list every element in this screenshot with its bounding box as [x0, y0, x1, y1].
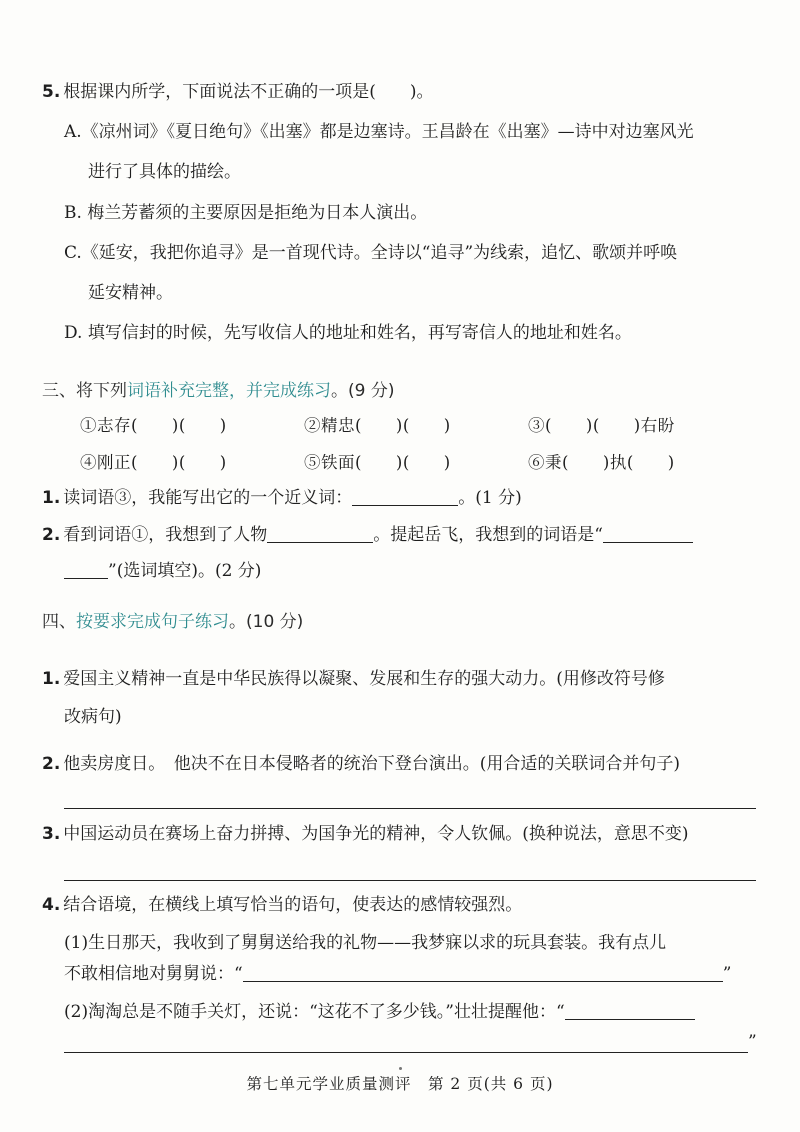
idiom-6: ⑥秉( )执( ): [528, 453, 675, 472]
section4-q1-line1: [42, 667, 665, 691]
section4-q4-number: 4.: [42, 895, 61, 915]
idiom-3: ③( )( )右盼: [528, 416, 675, 435]
answer-blank-synonym[interactable]: [352, 487, 458, 506]
q5-option-d: D. 填写信封的时候，先写收信人的地址和姓名，再写寄信人的地址和姓名。: [64, 323, 632, 343]
answer-line-q4-2[interactable]: [64, 1052, 748, 1053]
idiom-2: ②精忠( )( ): [304, 416, 451, 435]
section4-q2-text: 他卖房度日。 他决不在日本侵略者的统治下登台演出。(用合适的关联词合并句子): [63, 754, 681, 774]
q5-option-a-line1: A.《凉州词》《夏日绝句》《出塞》都是边塞诗。王昌龄在《出塞》—诗中对边塞风光: [64, 122, 694, 142]
section3-q1-text: 读词语③，我能写出它的一个近义词：: [63, 488, 353, 508]
section4-q1-line2: 改病句): [64, 707, 122, 727]
q5-option-a-line2: 进行了具体的描绘。: [88, 162, 241, 182]
section3-q1: [42, 486, 522, 510]
answer-blank-word[interactable]: [603, 524, 693, 543]
section4-q4-text: 结合语境，在横线上填写恰当的语句，使表达的感情较强烈。: [63, 895, 523, 915]
section3-score: 。(9 分): [331, 381, 395, 401]
answer-line-q2[interactable]: [64, 808, 756, 809]
section3-q1-end: 。(1 分): [458, 488, 522, 508]
section3-heading: [42, 379, 394, 403]
answer-line-q3[interactable]: [64, 880, 756, 881]
section3-highlight: 词语补充完整，并完成练习: [127, 381, 331, 401]
section4-q1-text: 爱国主义精神一直是中华民族得以凝聚、发展和生存的强大动力。(用修改符号修: [63, 669, 665, 689]
q5-stem: [42, 80, 434, 104]
section4-q2-number: 2.: [42, 754, 61, 774]
section4-q3: [42, 822, 689, 846]
section3-q2-number: 2.: [42, 525, 61, 545]
section4-q3-number: 3.: [42, 824, 61, 844]
section3-q2-text-b: 。提起岳飞，我想到的词语是“: [373, 525, 603, 545]
section4-q4-1-close: ”: [722, 964, 732, 984]
section4-q3-text: 中国运动员在赛场上奋力拼搏、为国争光的精神，令人钦佩。(换种说法，意思不变): [63, 824, 689, 844]
q5-option-c-line2: 延安精神。: [88, 283, 173, 303]
section4-q1-number: 1.: [42, 669, 61, 689]
q5-option-c-line1: C.《延安，我把你追寻》是一首现代诗。全诗以“追寻”为线索，追忆、歌颂并呼唤: [64, 243, 678, 263]
section4-q4-1-line1: (1)生日那天，我收到了舅舅送给我的礼物——我梦寐以求的玩具套装。我有点儿: [64, 933, 667, 953]
answer-blank-word-cont[interactable]: [64, 560, 108, 579]
section3-prefix: 三、将下列: [42, 381, 127, 401]
answer-blank-q4-1[interactable]: [243, 963, 723, 982]
page-footer: 第七单元学业质量测评 第 2 页(共 6 页): [246, 1075, 554, 1093]
section3-q2-text-a: 看到词语①，我想到了人物: [63, 525, 268, 545]
section4-q2: [42, 752, 680, 776]
section4-q4-1-line2: [64, 962, 731, 986]
section4-q4-1-text: 不敢相信地对舅舅说：“: [64, 964, 243, 984]
section4-prefix: 四、: [42, 612, 76, 632]
section3-q2-line2: [64, 559, 261, 583]
section4-q4-2-close: ”: [748, 1032, 757, 1052]
section3-q2-end: ”(选词填空)。(2 分): [108, 561, 262, 581]
section4-q4: [42, 893, 522, 917]
section4-q4-2-text: (2)淘淘总是不随手关灯，还说：“这花不了多少钱。”壮壮提醒他：“: [64, 1002, 565, 1022]
section3-q2-line1: [42, 523, 693, 547]
section4-score: 。(10 分): [229, 612, 304, 632]
answer-blank-q4-2[interactable]: [565, 1001, 695, 1020]
idiom-5: ⑤铁面( )( ): [304, 453, 451, 472]
section4-highlight: 按要求完成句子练习: [76, 612, 229, 632]
q5-number: 5.: [42, 82, 61, 102]
section3-q1-number: 1.: [42, 488, 61, 508]
q5-option-b: B. 梅兰芳蓄须的主要原因是拒绝为日本人演出。: [64, 203, 428, 223]
idiom-1: ①志存( )( ): [80, 416, 227, 435]
section4-q4-2-line1: [64, 1000, 695, 1024]
section4-heading: [42, 610, 303, 634]
q5-stem-text: 根据课内所学，下面说法不正确的一项是( )。: [63, 82, 434, 102]
idiom-4: ④刚正( )( ): [80, 453, 227, 472]
page-dot: [399, 1067, 402, 1070]
answer-blank-person[interactable]: [267, 524, 373, 543]
